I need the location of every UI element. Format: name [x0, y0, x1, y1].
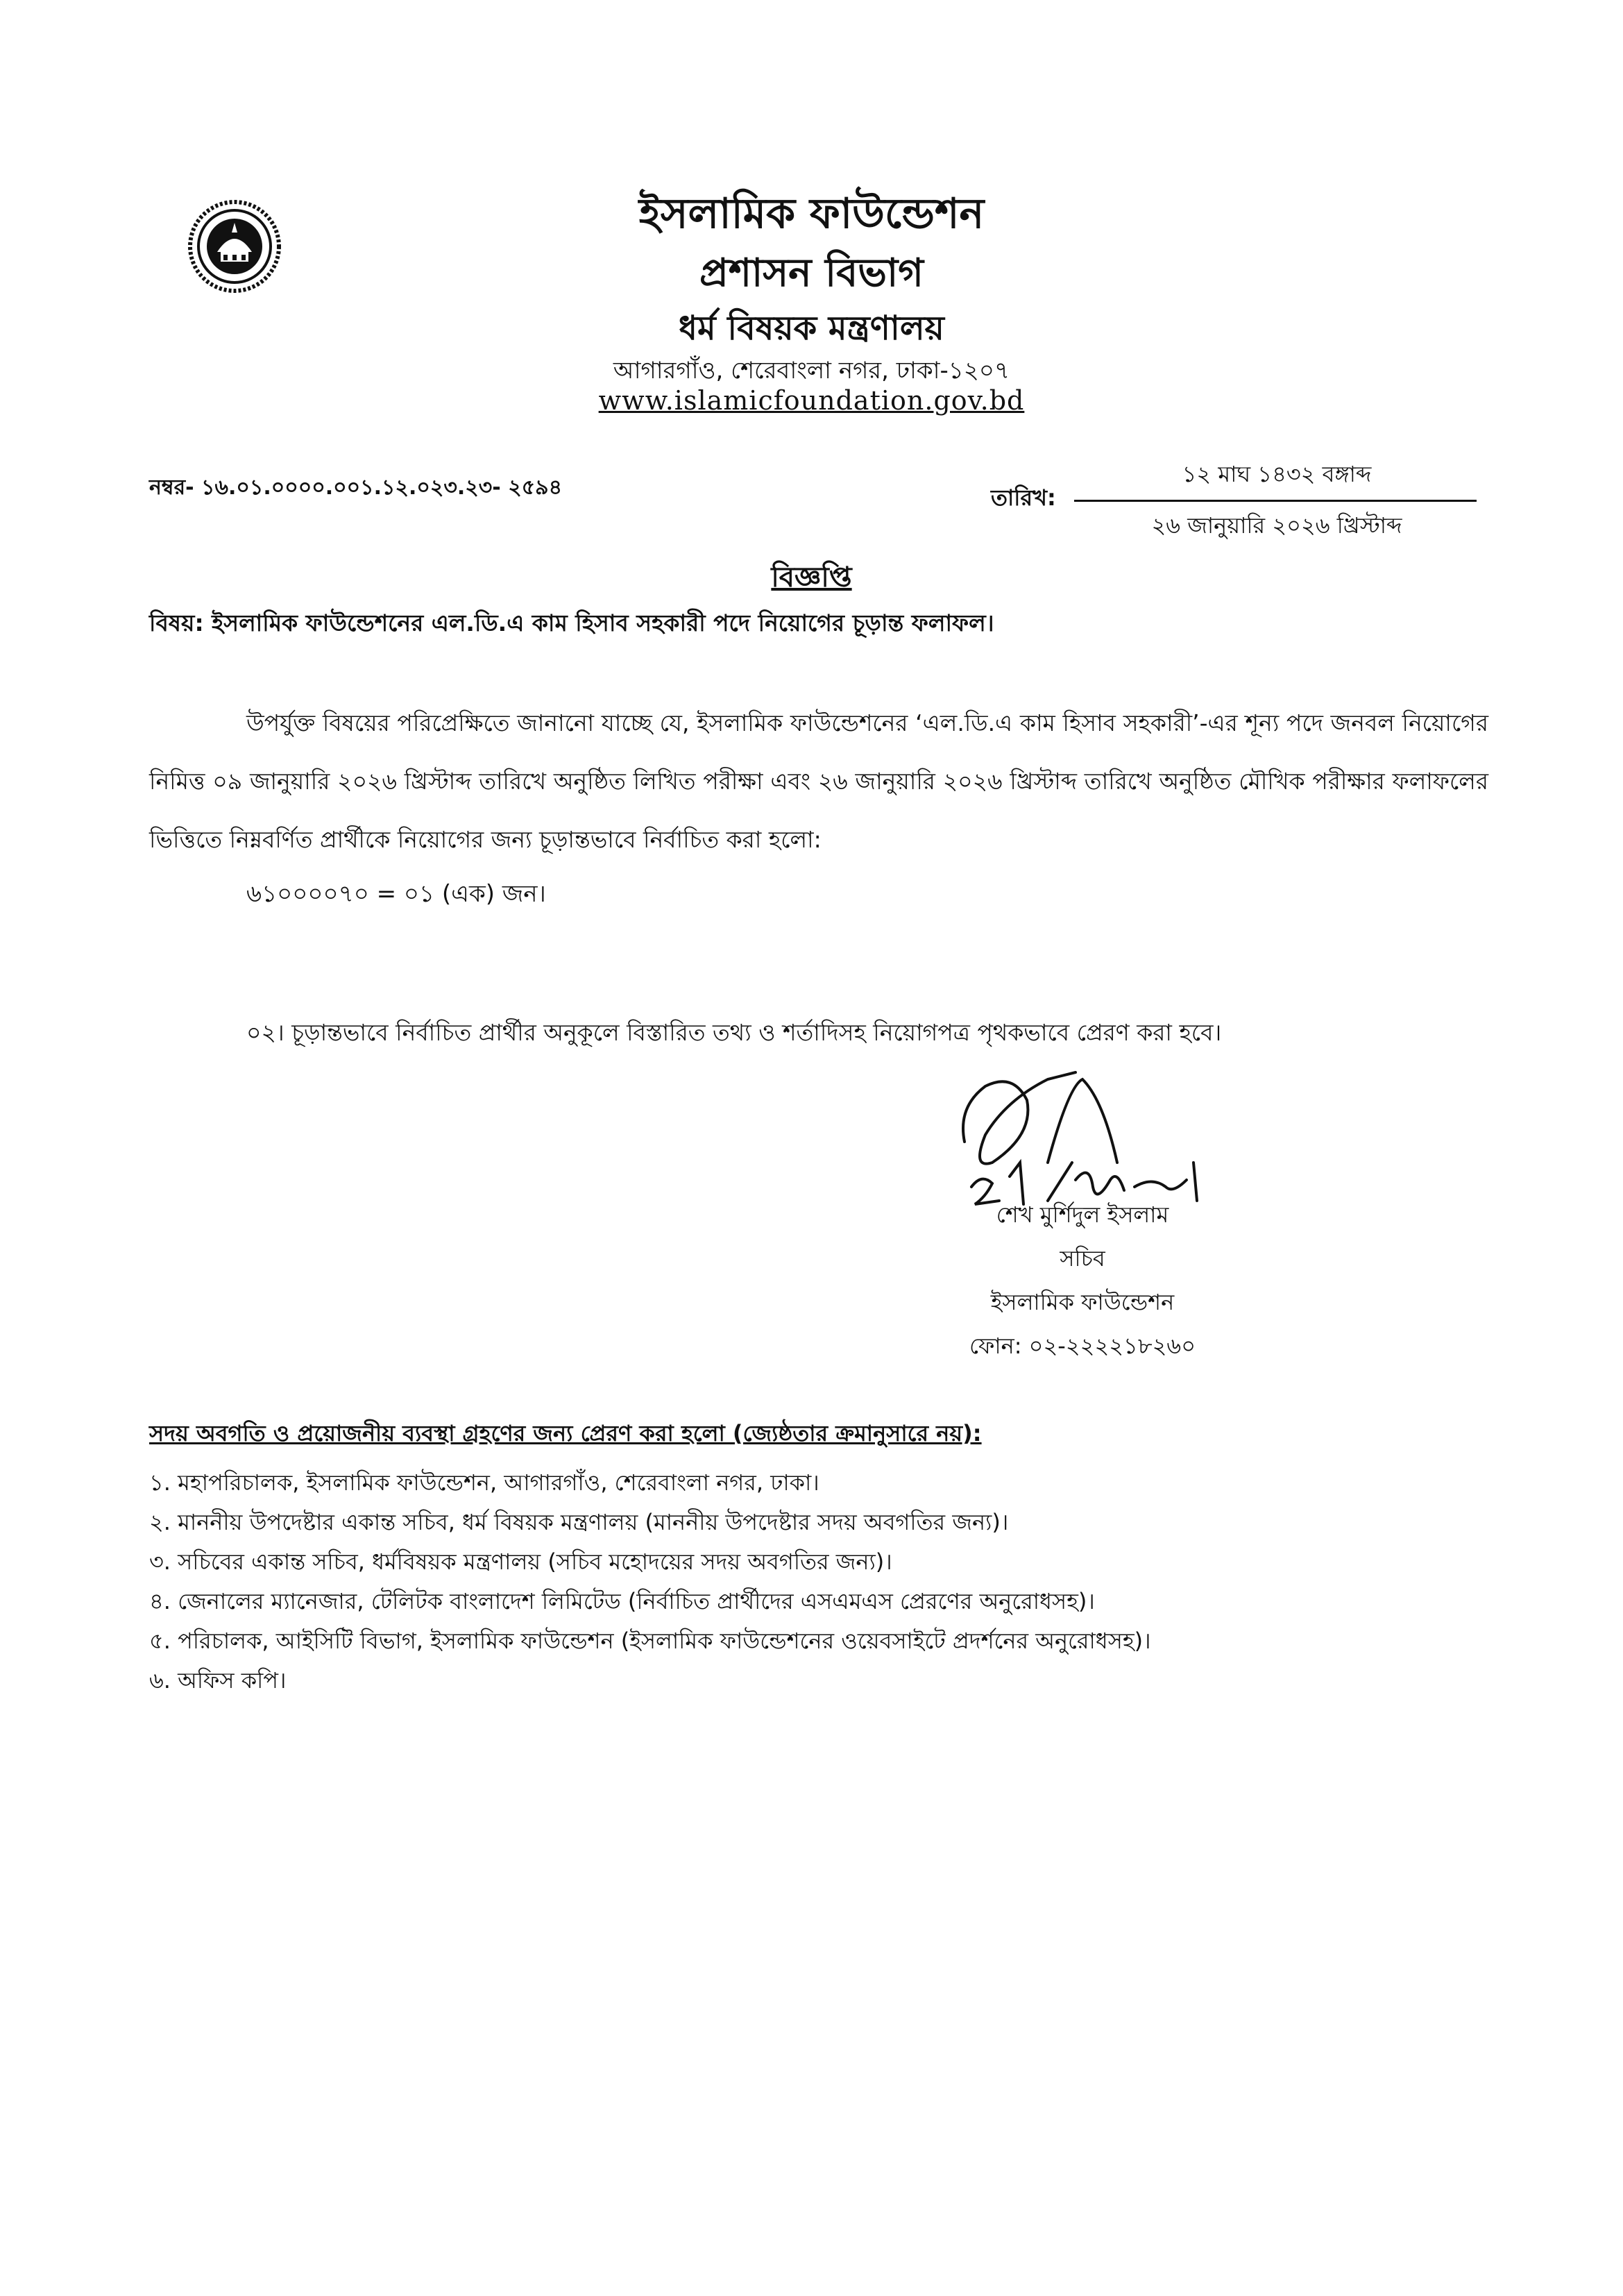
distribution-item: ১. মহাপরিচালক, ইসলামিক ফাউন্ডেশন, আগারগাঁও, শেরেবাংলা নগর, ঢাকা। [149, 1469, 819, 1496]
org-name: ইসলামিক ফাউন্ডেশন [638, 189, 985, 238]
signatory-phone: ফোন: ০২-২২২২১৮২৬০ [969, 1333, 1196, 1359]
division-name: প্রশাসন বিভাগ [699, 251, 924, 296]
notice-title-text: বিজ্ঞপ্তি [771, 562, 852, 593]
date-bangla: ১২ মাঘ ১৪৩২ বঙ্গাব্দ [1182, 461, 1372, 487]
distribution-item: ৫. পরিচালক, আইসিটি বিভাগ, ইসলামিক ফাউন্ডেশন (ইসলামিক ফাউন্ডেশনের ওয়েবসাইটে প্রদর্শনের অনুরোধসহ)। [149, 1628, 1151, 1654]
distribution-item: ২. মাননীয় উপদেষ্টার একান্ত সচিব, ধর্ম বিষয়ক মন্ত্রণালয় (মাননীয় উপদেষ্টার সদয় অবগতির জন্য)। [149, 1509, 1009, 1535]
signatory-organization: ইসলামিক ফাউন্ডেশন [990, 1289, 1175, 1315]
distribution-list [149, 1463, 1151, 1700]
handwritten-signature [944, 1058, 1221, 1218]
distribution-item: ৬. অফিস কপি। [149, 1667, 287, 1694]
distribution-title: সদয় অবগতি ও প্রয়োজনীয় ব্যবস্থা গ্রহণের জন্য প্রেরণ করা হলো (জ্যেষ্ঠতার ক্রমানুসারে নয়): [149, 1420, 982, 1446]
website-link[interactable]: www.islamicfoundation.gov.bd [598, 385, 1025, 416]
address: আগারগাঁও, শেরেবাংলা নগর, ঢাকা-১২০৭ [613, 357, 1010, 385]
memo-number: নম্বর- ১৬.০১.০০০০.০০১.১২.০২৩.২৩- ২৫৯৪ [149, 475, 563, 500]
notice-title [0, 555, 1623, 602]
distribution-item: ৪. জেনালের ম্যানেজার, টেলিটক বাংলাদেশ লিমিটেড (নির্বাচিত প্রার্থীদের এসএমএস প্রেরণের অনুরোধসহ)। [149, 1588, 1095, 1614]
notice-paragraph-2: ০২। চূড়ান্তভাবে নির্বাচিত প্রার্থীর অনুকূলে বিস্তারিত তথ্য ও শর্তাদিসহ নিয়োগপত্র পৃথকভাবে প্রেরণ করা হবে। [246, 1019, 1222, 1046]
selected-candidate: ৬১০০০০৭০ = ০১ (এক) জন। [246, 880, 546, 908]
date-label: তারিখ: [991, 484, 1056, 511]
ministry-name: ধর্ম বিষয়ক মন্ত্রণালয় [679, 309, 944, 348]
signatory-name: শেখ মুর্শিদুল ইসলাম [996, 1201, 1169, 1228]
subject-line: বিষয়: ইসলামিক ফাউন্ডেশনের এল.ডি.এ কাম হিসাব সহকারী পদে নিয়োগের চূড়ান্ত ফলাফল। [149, 609, 994, 636]
distribution-item: ৩. সচিবের একান্ত সচিব, ধর্মবিষয়ক মন্ত্রণালয় (সচিব মহোদয়ের সদয় অবগতির জন্য)। [149, 1548, 892, 1575]
date-english: ২৬ জানুয়ারি ২০২৬ খ্রিস্টাব্দ [1151, 512, 1402, 539]
notice-paragraph: উপর্যুক্ত বিষয়ের পরিপ্রেক্ষিতে জানানো যাচ্ছে যে, ইসলামিক ফাউন্ডেশনের ‘এল.ডি.এ কাম হিসাব সহকারী’-এর শূন্য পদে জনবল নিয়োগের নিমিত্ত ০৯ জানুয়ারি ২০২৬ খ্রিস্টাব্দ তারিখে অনুষ্ঠিত লিখিত পরীক্ষা এবং ২৬ জানুয়ারি ২০২৬ খ্রিস্টাব্দ তারিখে অনুষ্ঠিত মৌখিক পরীক্ষার ফলাফলের ভিত্তিতে নিম্নবর্ণিত প্রার্থীকে নিয়োগের জন্য চূড়ান্তভাবে নির্বাচিত করা হলো: [149, 709, 1488, 853]
date-divider [1074, 500, 1477, 502]
signatory-designation: সচিব [1060, 1245, 1105, 1272]
